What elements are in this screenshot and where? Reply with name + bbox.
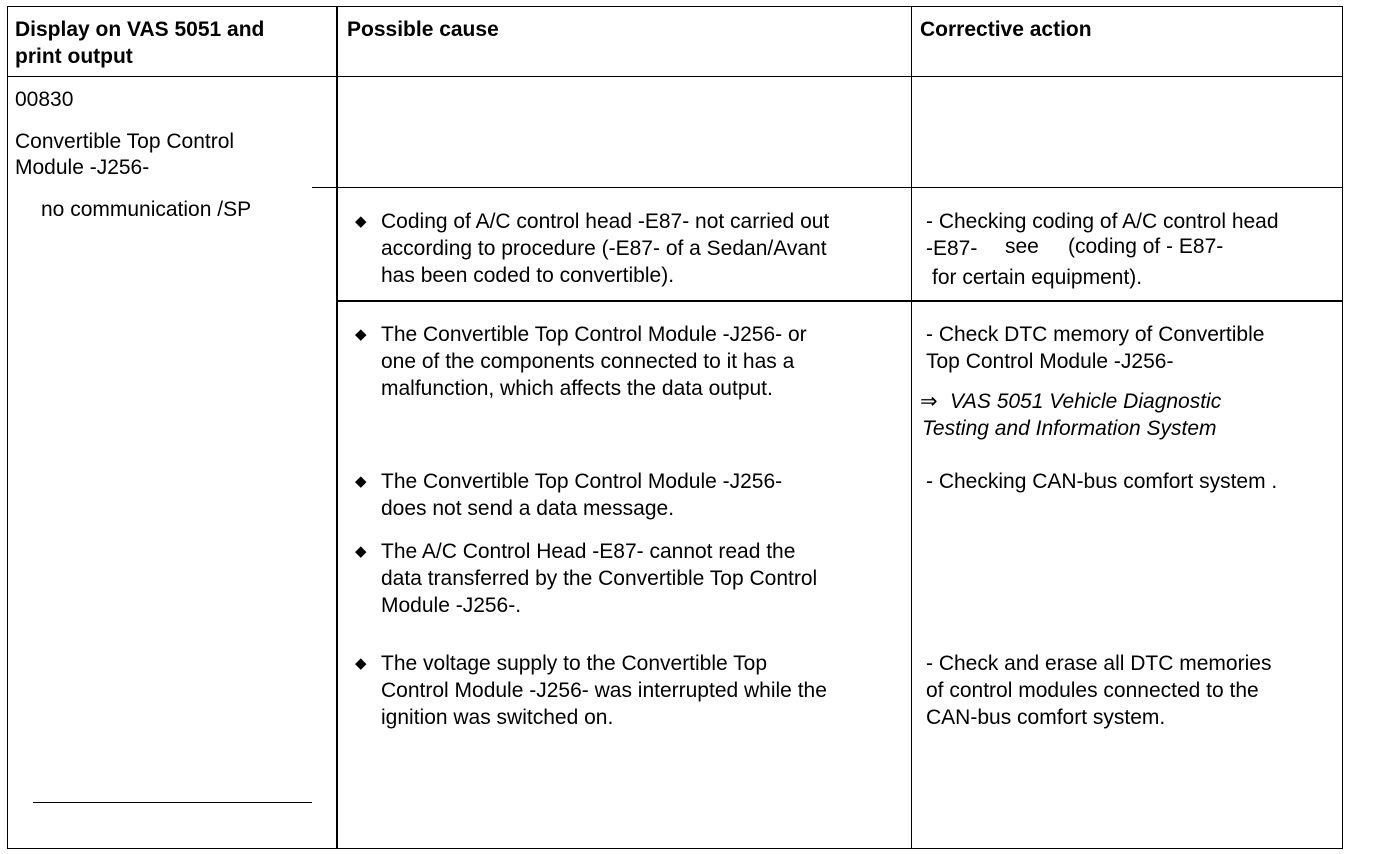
vas-reference-link-line2[interactable]: Testing and Information System	[922, 417, 1217, 440]
bullet-icon: ◆	[355, 473, 367, 490]
cause-3-line1: The Convertible Top Control Module -J256-	[381, 470, 783, 493]
action-2-line2: Top Control Module -J256-	[926, 350, 1174, 373]
row-divider-1	[312, 187, 1343, 188]
cause-4-line3: Module -J256-.	[381, 594, 522, 617]
cause-1-line3: has been coded to convertible).	[381, 264, 675, 287]
cause-1-line1: Coding of A/C control head -E87- not carried out	[381, 210, 830, 233]
dtc-status: no communication /SP	[41, 198, 252, 221]
header-corrective-action: Corrective action	[920, 18, 1092, 41]
display-end-rule	[33, 802, 312, 803]
row-divider-2	[337, 300, 1343, 302]
border-right	[1342, 6, 1343, 849]
cause-2-line1: The Convertible Top Control Module -J256- or	[381, 323, 807, 346]
column-divider-2	[911, 6, 912, 849]
header-display-line1: Display on VAS 5051 and	[15, 18, 265, 41]
dtc-code: 00830	[15, 88, 74, 111]
bullet-icon: ◆	[355, 655, 367, 672]
action-5-line2: of control modules connected to the	[926, 679, 1259, 702]
vas-reference-link-line1[interactable]: VAS 5051 Vehicle Diagnostic	[950, 390, 1222, 413]
header-display-line2: print output	[15, 45, 133, 68]
cause-4-line1: The A/C Control Head -E87- cannot read the	[381, 540, 796, 563]
arrow-right-icon: ⇒	[920, 390, 938, 413]
cause-2-line3: malfunction, which affects the data output.	[381, 377, 773, 400]
cause-4-line2: data transferred by the Convertible Top Control	[381, 567, 818, 590]
module-name-line1: Convertible Top Control	[15, 130, 235, 153]
cause-5-line2: Control Module -J256- was interrupted while the	[381, 679, 827, 702]
action-5-line3: CAN-bus comfort system.	[926, 706, 1166, 729]
bullet-icon: ◆	[355, 213, 367, 230]
cause-5-line3: ignition was switched on.	[381, 706, 614, 729]
border-bottom	[7, 848, 1343, 849]
action-1-see-link[interactable]: see	[1005, 235, 1039, 258]
border-left	[7, 6, 8, 849]
bullet-icon: ◆	[355, 326, 367, 343]
cause-5-line1: The voltage supply to the Convertible Top	[381, 652, 768, 675]
column-divider-1	[336, 6, 338, 849]
action-2-line1: - Check DTC memory of Convertible	[926, 323, 1265, 346]
action-1-line3: for certain equipment).	[932, 266, 1143, 289]
action-5-line1: - Check and erase all DTC memories	[926, 652, 1272, 675]
cause-3-line2: does not send a data message.	[381, 497, 675, 520]
action-1-line1: - Checking coding of A/C control head	[926, 210, 1279, 233]
cause-2-line2: one of the components connected to it has a	[381, 350, 795, 373]
module-name-line2: Module -J256-	[15, 156, 150, 179]
action-1-part-e87: -E87-	[926, 237, 978, 260]
bullet-icon: ◆	[355, 543, 367, 560]
border-top	[7, 6, 1343, 7]
header-divider	[7, 76, 1343, 77]
header-possible-cause: Possible cause	[347, 18, 499, 41]
action-1-coding-ref: (coding of - E87-	[1068, 235, 1224, 258]
action-3: - Checking CAN-bus comfort system .	[926, 470, 1278, 493]
cause-1-line2: according to procedure (-E87- of a Sedan/Avant	[381, 237, 827, 260]
